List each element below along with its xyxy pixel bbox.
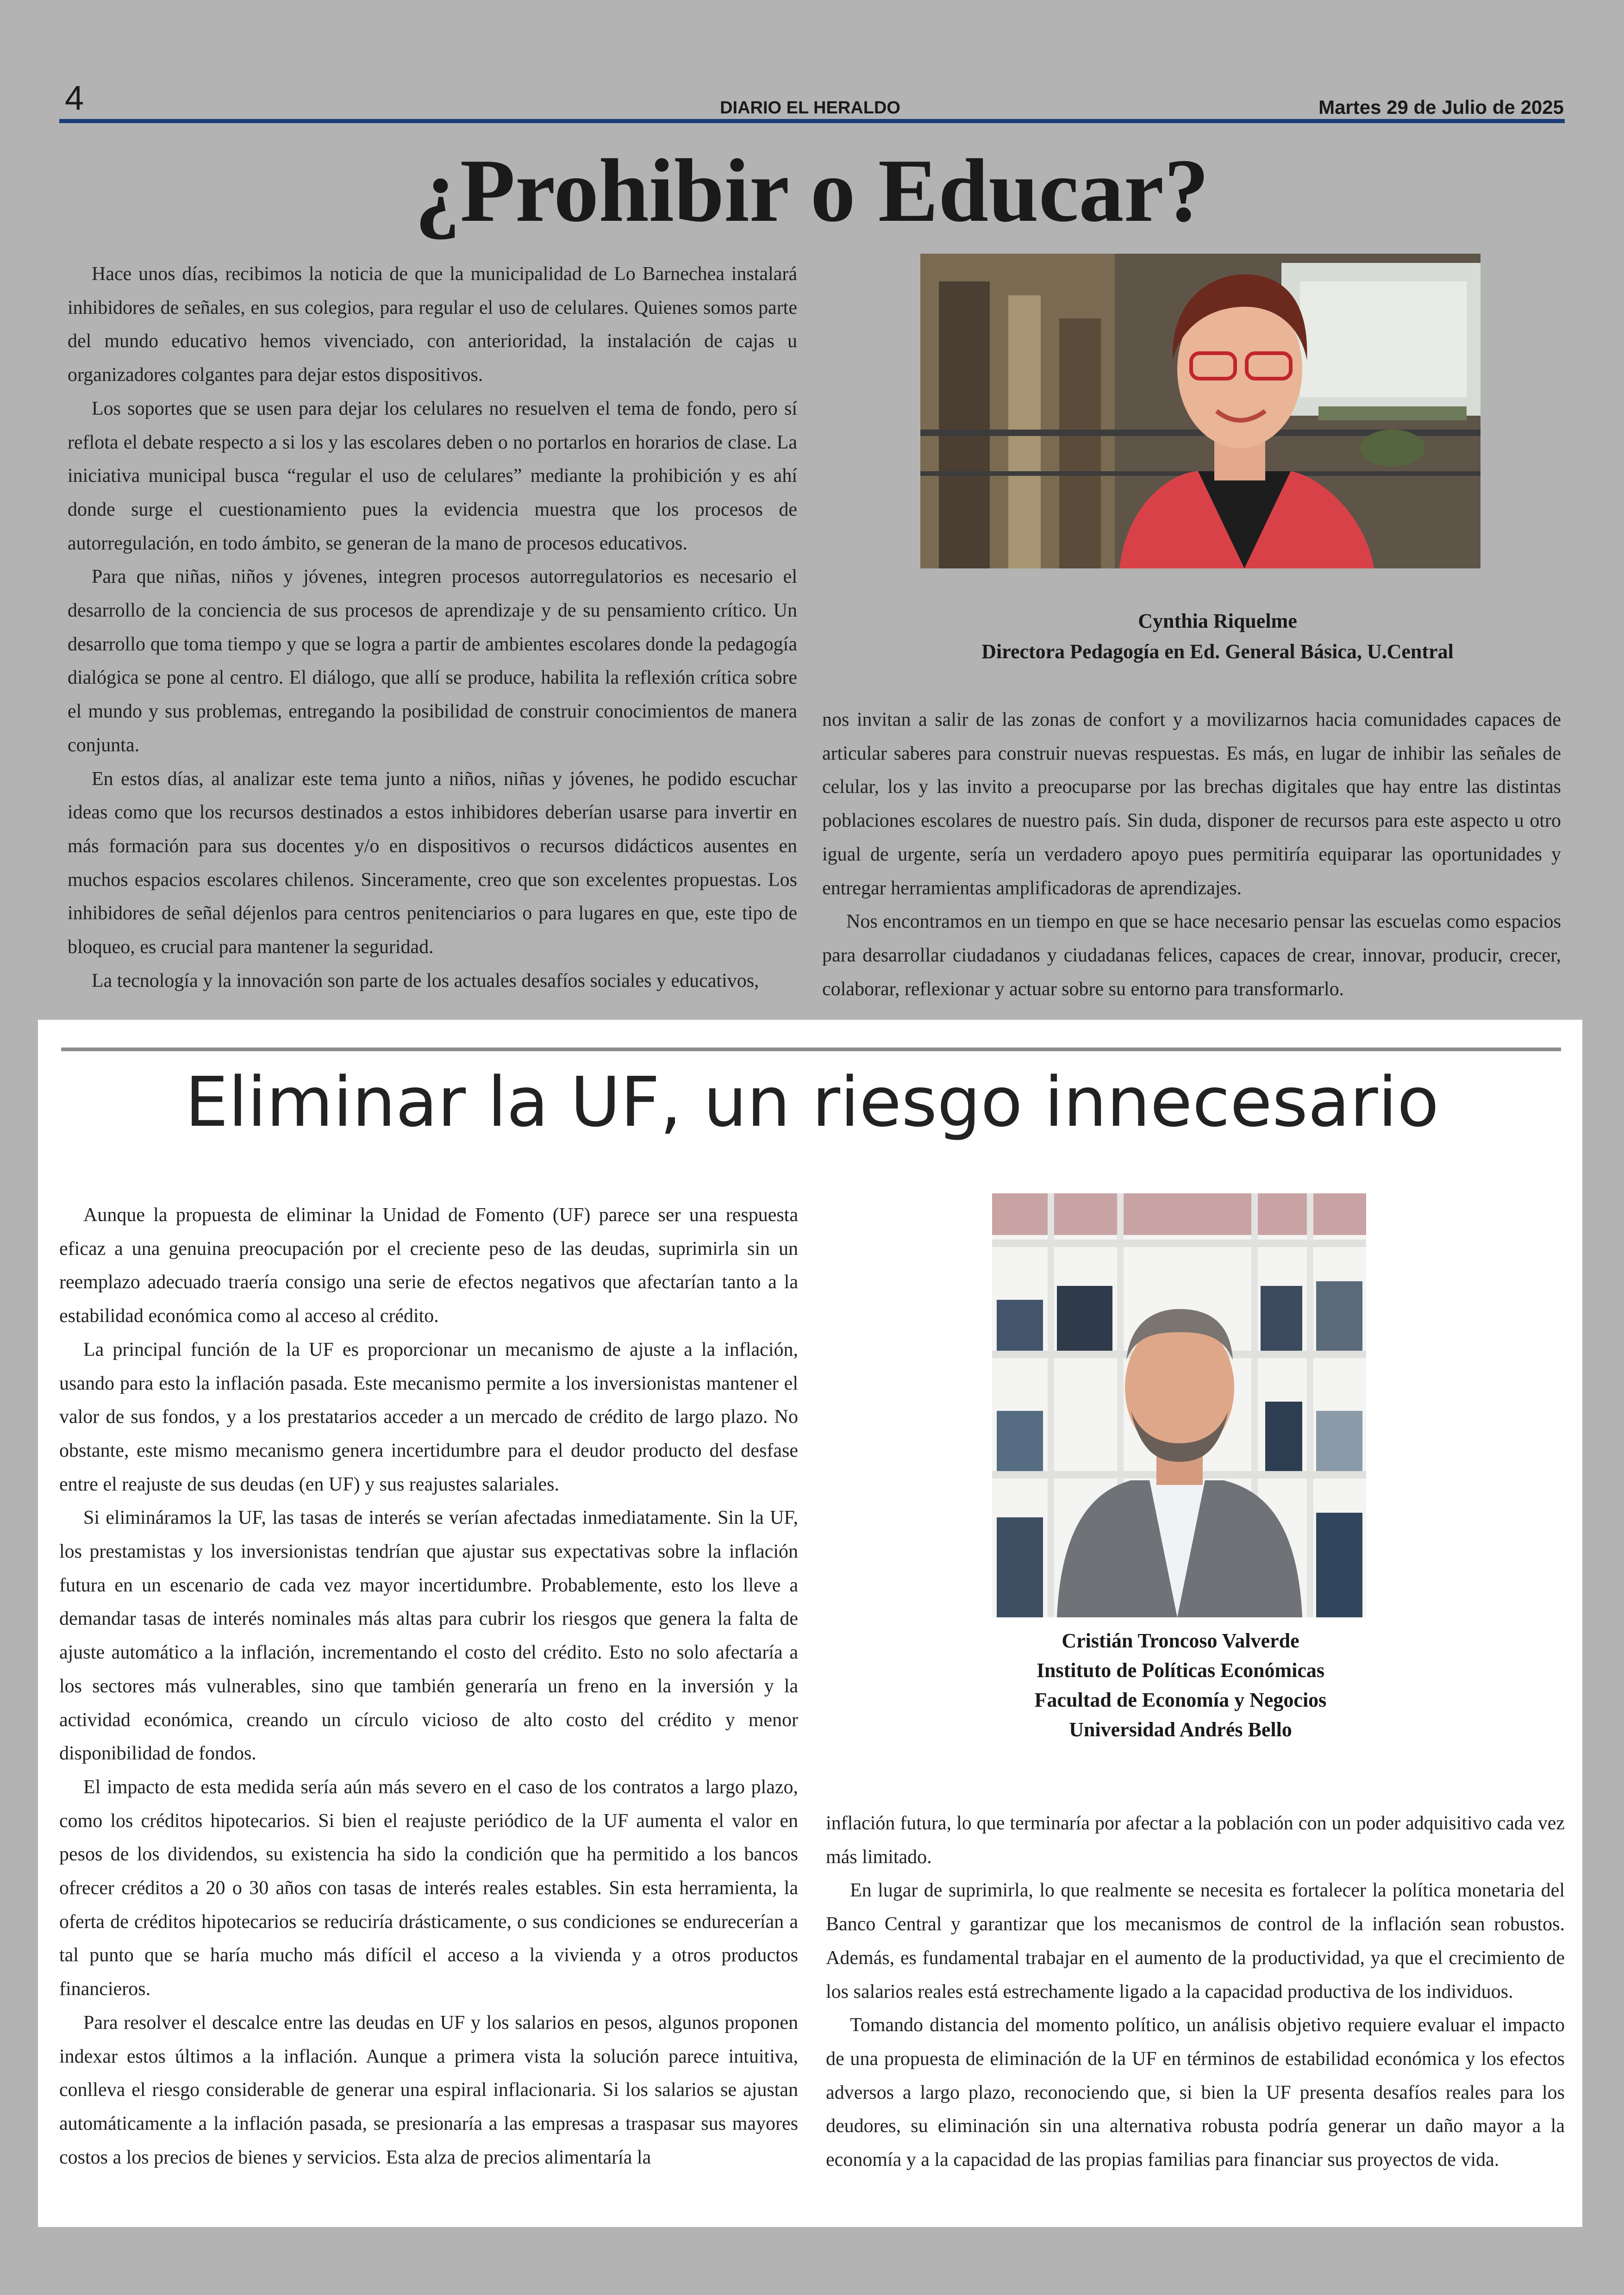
paragraph: inflación futura, lo que terminaría por afectar a la población con un poder adquisitivo cada vez más limitado.: [826, 1813, 1565, 1868]
author-university: Universidad Andrés Bello: [1069, 1718, 1292, 1741]
article1-column-right: [822, 703, 1561, 1006]
issue-date: Martes 29 de Julio de 2025: [1318, 96, 1564, 118]
paragraph: Aunque la propuesta de eliminar la Unidad de Fomento (UF) parece ser una respuesta eficaz a una genuina preocupación por el creciente peso de las deudas, suprimirla sin un reemplazo adecuado traería consigo una serie de efectos negativos que afectarían tanto a la estabilidad económica como al acceso al crédito.: [59, 1204, 798, 1327]
author-name: Cristián Troncoso Valverde: [1062, 1629, 1299, 1652]
paragraph: En estos días, al analizar este tema junto a niños, niñas y jóvenes, he podido escuchar ideas como que los recursos destinados a estos inhibidores deberían usarse para invertir en más formación para sus docentes y/o en dispositivos o recursos didácticos ausentes en muchos espacios escolares chilenos. Sinceramente, creo que son excelentes propuestas. Los inhibidores de señal déjenlos para centros penitenciarios o para lugares en que, este tipo de bloqueo, es crucial para mantener la seguridad.: [68, 768, 797, 958]
article2-column-right: [826, 1807, 1565, 2177]
article2-column-left: [59, 1198, 798, 2174]
paragraph: Para que niñas, niños y jóvenes, integren procesos autorregulatorios es necesario el desarrollo de la conciencia de sus procesos de aprendizaje y de su pensamiento crítico. Un desarrollo que toma tiempo y que se logra a partir de ambientes escolares donde la pedagogía dialógica se pone al centro. El diálogo, que allí se produce, habilita la reflexión crítica sobre el mundo y sus problemas, entregando la posibilidad de construir conocimientos de manera conjunta.: [68, 566, 797, 756]
page-number: 4: [65, 79, 84, 117]
newspaper-name: DIARIO EL HERALDO: [720, 98, 900, 118]
paragraph: Si elimináramos la UF, las tasas de interés se verían afectadas inmediatamente. Sin la UF, los prestamistas y los inversionistas tendrían que ajustar sus expectativas sobre la inflación futura en un escenario de cada vez mayor incertidumbre. Probablemente, esto los lleve a demandar tasas de interés nominales más altas para cubrir los riesgos que genera la falta de ajuste automático a la inflación, incrementando el costo del crédito. Esto no solo afectaría a los sectores más vulnerables, sino que también generaría un freno en la inversión y la actividad económica, creando un círculo vicioso de alto costo del crédito y menor disponibilidad de fondos.: [59, 1507, 798, 1765]
paragraph: Nos encontramos en un tiempo en que se hace necesario pensar las escuelas como espacios para desarrollar ciudadanos y ciudadanas felices, capaces de crear, innovar, producir, crecer, colaborar, reflexionar y actuar sobre su entorno para transformarlo.: [822, 911, 1561, 1000]
author-name: Cynthia Riquelme: [1138, 610, 1297, 632]
article2-author-caption: [833, 1626, 1528, 1745]
author-photo-cristian: [992, 1193, 1366, 1617]
article1-author-caption: [787, 606, 1624, 667]
article1-headline: ¿Prohibir o Educar?: [415, 141, 1209, 241]
author-affiliation: Instituto de Políticas Económicas: [1036, 1659, 1325, 1682]
article2-headline: Eliminar la UF, un riesgo innecesario: [185, 1062, 1439, 1142]
paragraph: El impacto de esta medida sería aún más severo en el caso de los contratos a largo plazo, como los créditos hipotecarios. Si bien el reajuste periódico de la UF aumenta el valor en pesos de los dividendos, su existencia ha sido la condición que ha permitido a los bancos ofrecer créditos a 20 o 30 años con tasas de interés reales estables. Sin esta herramienta, la oferta de créditos hipotecarios se reduciría drásticamente, o sus condiciones se endurecerían a tal punto que se haría mucho más difícil el acceso a la vivienda y a otros productos financieros.: [59, 1776, 798, 2000]
paragraph: En lugar de suprimirla, lo que realmente se necesita es fortalecer la política monetaria del Banco Central y garantizar que los mecanismos de control de la inflación sean robustos. Además, es fundamental trabajar en el aumento de la productividad, ya que el crecimiento de los salarios reales está estrechamente ligado a la capacidad productiva de los individuos.: [826, 1880, 1565, 2002]
paragraph: Tomando distancia del momento político, un análisis objetivo requiere evaluar el impacto de una propuesta de eliminación de la UF en términos de estabilidad económica y los efectos adversos a largo plazo, reconociendo que, si bien la UF presenta desafíos reales para los deudores, su eliminación sin una alternativa robusta podría generar un daño mayor a la economía y a la capacidad de las propias familias para financiar sus proyectos de vida.: [826, 2014, 1565, 2171]
header-divider: [59, 119, 1565, 123]
paragraph: Los soportes que se usen para dejar los celulares no resuelven el tema de fondo, pero sí reflota el debate respecto a si los y las escolares deben o no portarlos en horarios de clase. La iniciativa municipal busca “regular el uso de celulares” mediante la prohibición y es ahí donde surge el cuestionamiento pues la evidencia muestra que los procesos de autorregulación, en todo ámbito, se generan de la mano de procesos educativos.: [68, 398, 797, 554]
paragraph: La tecnología y la innovación son parte de los actuales desafíos sociales y educativos,: [92, 970, 759, 992]
author-role: Directora Pedagogía en Ed. General Básica, U.Central: [981, 640, 1454, 663]
author-faculty: Facultad de Economía y Negocios: [1034, 1689, 1327, 1711]
article2-divider: [61, 1048, 1561, 1051]
article1-column-left: [68, 257, 797, 998]
paragraph: Para resolver el descalce entre las deudas en UF y los salarios en pesos, algunos proponen indexar estos últimos a la inflación. Aunque a primera vista la solución parece intuitiva, conlleva el riesgo considerable de generar una espiral inflacionaria. Si los salarios se ajustan automáticamente a la inflación pasada, se presionaría a las empresas a traspasar sus mayores costos a los precios de bienes y servicios. Esta alza de precios alimentaría la: [59, 2012, 798, 2168]
paragraph: La principal función de la UF es proporcionar un mecanismo de ajuste a la inflación, usando para esto la inflación pasada. Este mecanismo permite a los inversionistas mantener el valor de sus fondos, y a los prestatarios acceder a un mercado de crédito de largo plazo. No obstante, este mismo mecanismo genera incertidumbre para el deudor producto del desfase entre el reajuste de sus deudas (en UF) y sus reajustes salariales.: [59, 1339, 798, 1495]
paragraph: Hace unos días, recibimos la noticia de que la municipalidad de Lo Barnechea instalará inhibidores de señales, en sus colegios, para regular el uso de celulares. Quienes somos parte del mundo educativo hemos vivenciado, con anterioridad, la instalación de cajas u organizadores colgantes para dejar estos dispositivos.: [68, 263, 797, 386]
author-photo-cynthia: [920, 254, 1480, 568]
paragraph: nos invitan a salir de las zonas de confort y a movilizarnos hacia comunidades capaces de articular saberes para construir nuevas respuestas. Es más, en lugar de inhibir las señales de celular, los y las invito a preocuparse por las brechas digitales que hay entre las distintas poblaciones escolares de nuestro país. Sin duda, disponer de recursos para este aspecto u otro igual de urgente, sería un verdadero apoyo pues permitiría equiparar las oportunidades y entregar herramientas amplificadoras de aprendizajes.: [822, 709, 1561, 899]
